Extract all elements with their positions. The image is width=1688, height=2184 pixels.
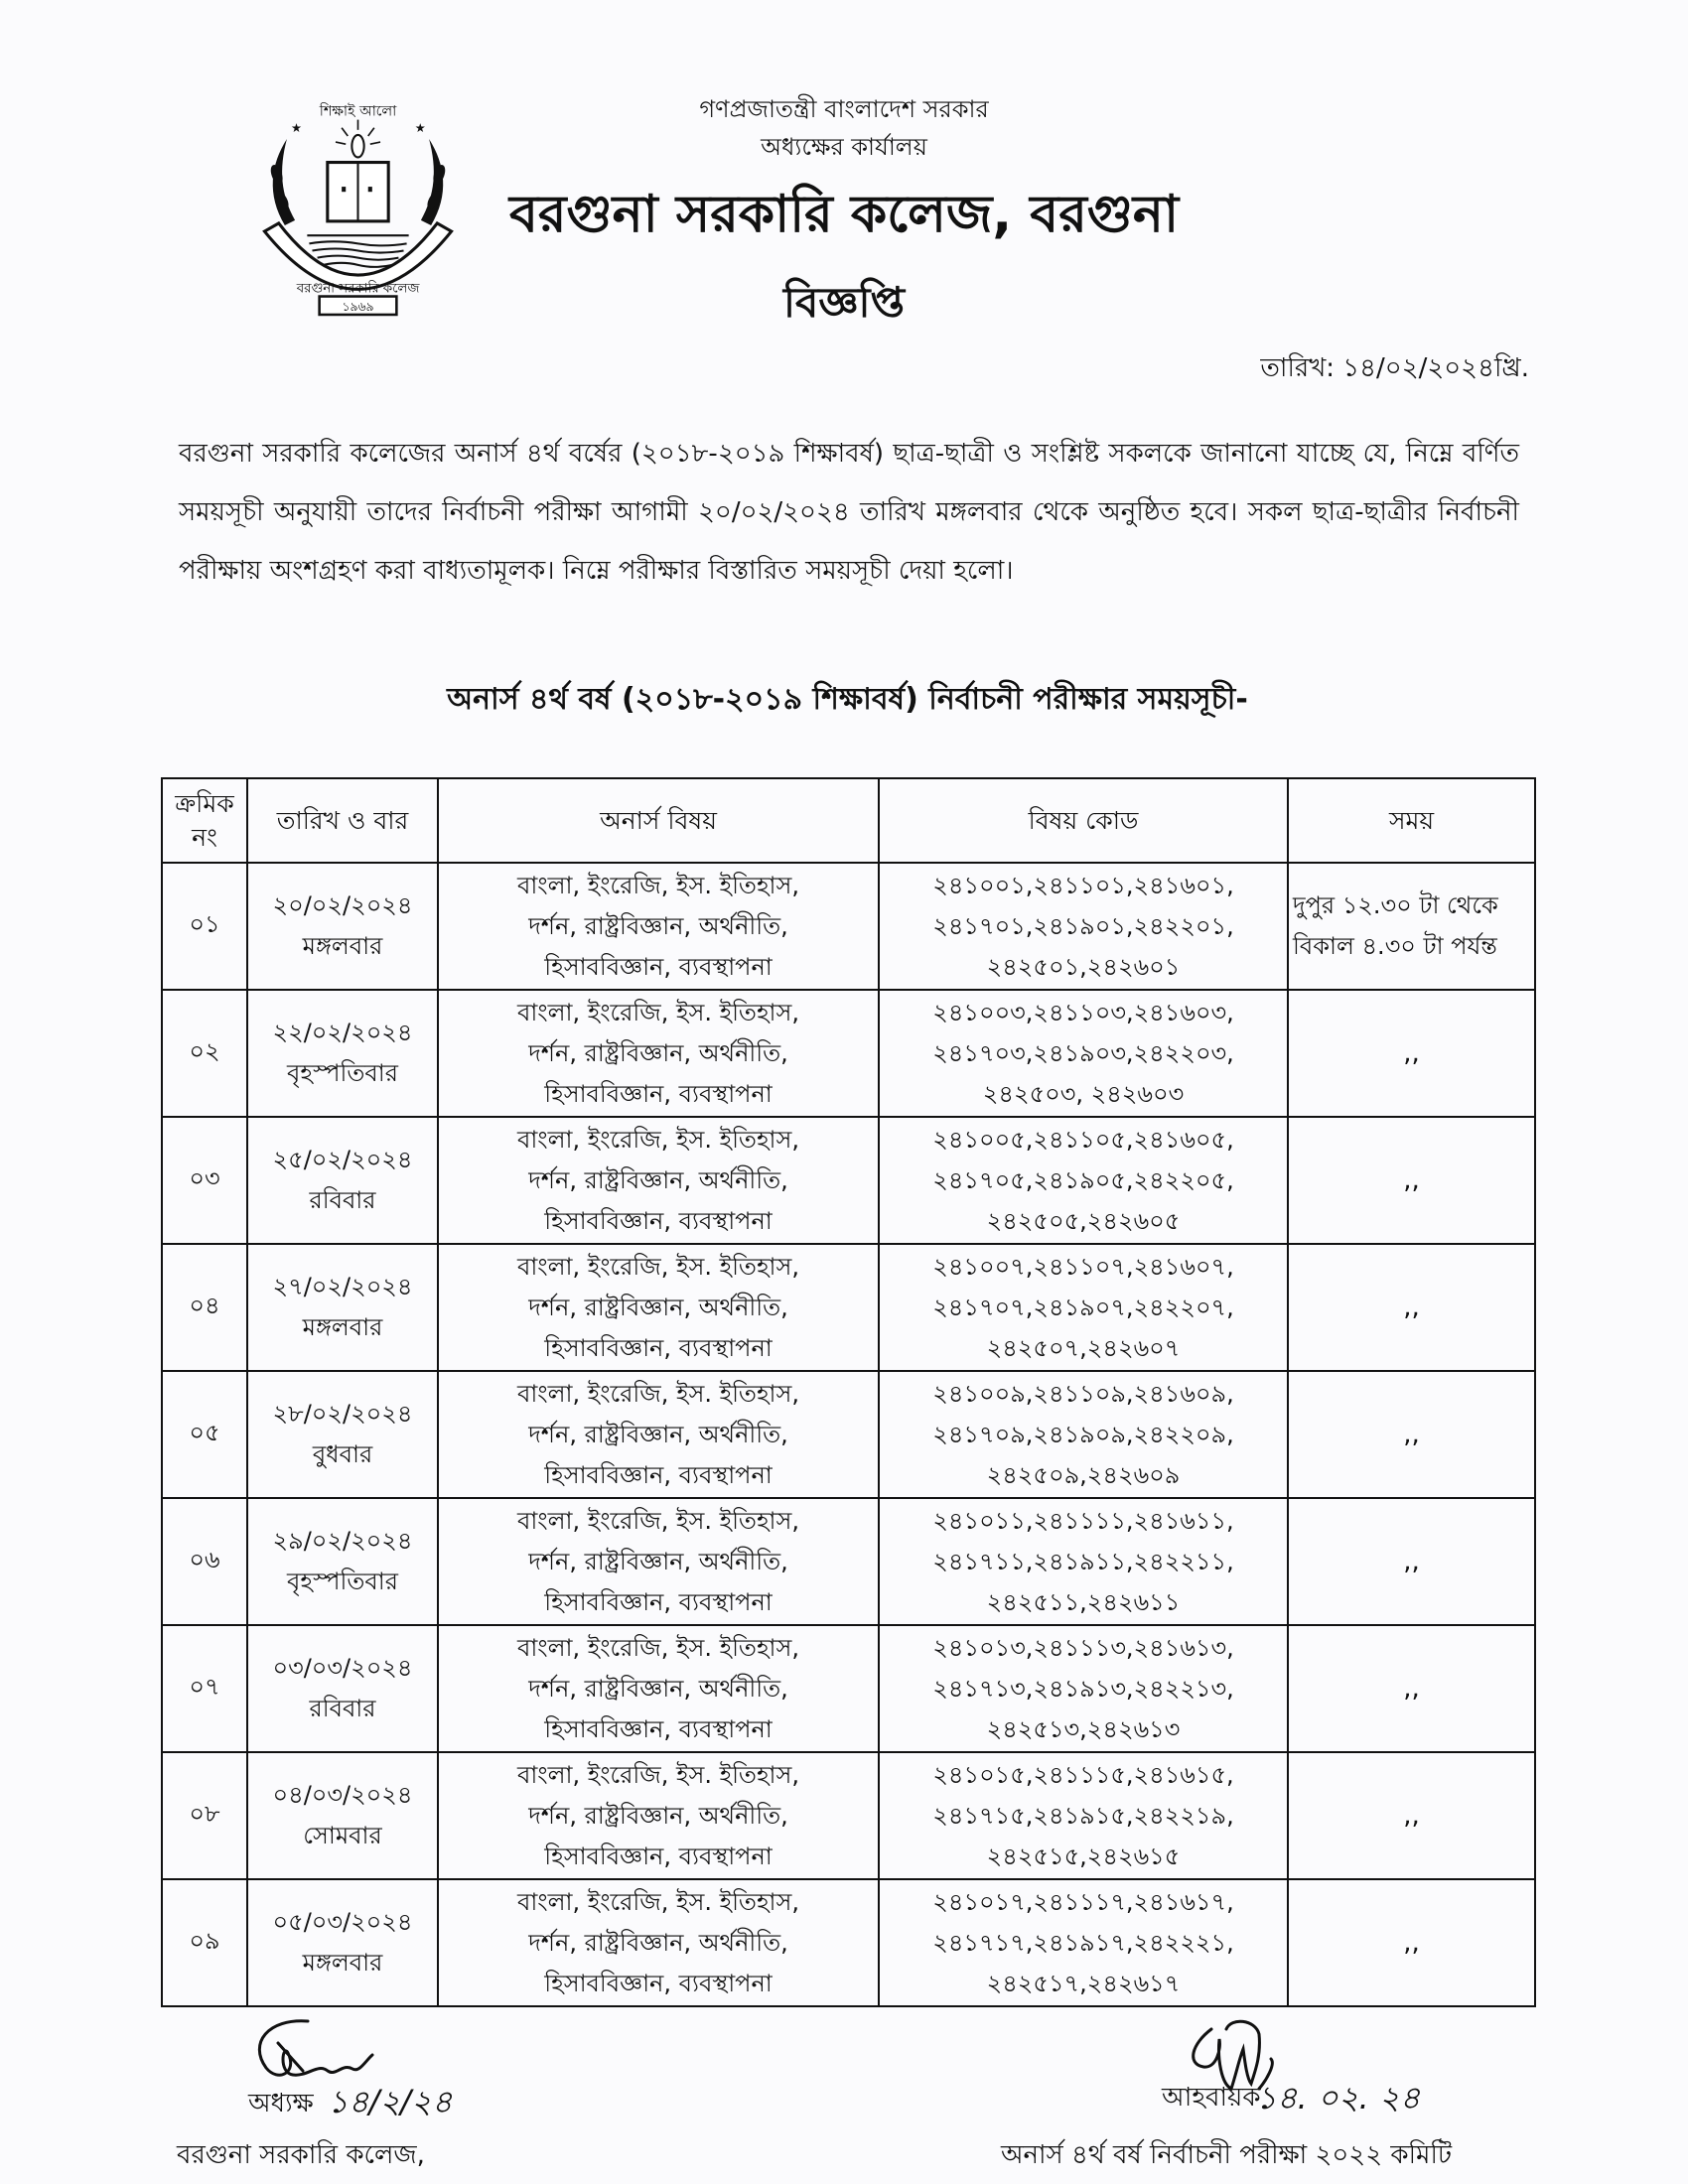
code-line: ২৪১০০৫,২৪১১০৫,২৪১৬০৫, (932, 1125, 1234, 1154)
time-cell-ditto: ,, (1288, 1879, 1535, 2006)
header-serial-line1: ক্রমিক (175, 788, 234, 818)
subject-line: দর্শন, রাষ্ট্রবিজ্ঞান, অর্থনীতি, (528, 1165, 788, 1194)
subject-line: হিসাববিজ্ঞান, ব্যবস্থাপনা (544, 1333, 773, 1362)
date-day-cell (247, 1371, 438, 1498)
serial-cell: ০৮ (162, 1752, 247, 1879)
header-serial-line2: নং (192, 822, 217, 852)
convener-sign-date: ১৪. ০২. ২৪ (1256, 2079, 1421, 2116)
date-day-cell (247, 1625, 438, 1752)
principal-organization: বরগুনা সরকারি কলেজ, (177, 2140, 425, 2170)
subject-line: দর্শন, রাষ্ট্রবিজ্ঞান, অর্থনীতি, (528, 1293, 788, 1321)
code-line: ২৪২৫০৫,২৪২৬০৫ (986, 1206, 1181, 1235)
subject-line: বাংলা, ইংরেজি, ইস. ইতিহাস, (516, 1887, 799, 1916)
exam-date: ২০/০২/২০২৪ (272, 891, 413, 919)
code-line: ২৪১০০৩,২৪১১০৩,২৪১৬০৩, (932, 998, 1234, 1026)
exam-date: ০৩/০৩/২০২৪ (272, 1654, 413, 1682)
time-end: বিকাল ৪.৩০ টা পর্যন্ত (1293, 932, 1497, 960)
code-line: ২৪২৫০৩, ২৪২৬০৩ (982, 1079, 1185, 1108)
notice-date: তারিখ: ১৪/০২/২০২৪খ্রি. (1260, 353, 1529, 383)
subject-line: হিসাববিজ্ঞান, ব্যবস্থাপনা (544, 1714, 773, 1743)
time-cell-ditto: ,, (1288, 1371, 1535, 1498)
time-cell-ditto: ,, (1288, 1498, 1535, 1625)
government-heading: গণপ্রজাতন্ত্রী বাংলাদেশ সরকার (699, 95, 989, 123)
code-line: ২৪২৫০৭,২৪২৬০৭ (986, 1333, 1181, 1362)
subject-line: দর্শন, রাষ্ট্রবিজ্ঞান, অর্থনীতি, (528, 1801, 788, 1830)
code-line: ২৪১০০৯,২৪১১০৯,২৪১৬০৯, (932, 1379, 1234, 1408)
date-day-cell (247, 1752, 438, 1879)
code-line: ২৪১৭১৭,২৪১৯১৭,২৪২২২১, (932, 1928, 1234, 1957)
serial-cell: ০৪ (162, 1244, 247, 1371)
convener-title: আহবায়ক (1162, 2083, 1261, 2113)
date-day-cell (247, 1498, 438, 1625)
logo-year: ১৯৬৯ (342, 299, 374, 314)
serial-cell: ০৫ (162, 1371, 247, 1498)
subjects-cell (438, 1244, 879, 1371)
logo-motto: শিক্ষাই আলো (319, 103, 397, 120)
subjects-cell (438, 863, 879, 990)
flame-icon (336, 120, 380, 158)
date-day-cell (247, 1117, 438, 1244)
principal-signature (248, 2013, 377, 2085)
table-body (162, 863, 1535, 2006)
codes-cell (879, 1625, 1288, 1752)
time-cell-ditto: ,, (1288, 1244, 1535, 1371)
notice-paragraph: বরগুনা সরকারি কলেজের অনার্স ৪র্থ বর্ষের (২০১৮-২০১৯ শিক্ষাবর্ষ) ছাত্র-ছাত্রী ও সংশ্লিষ্ট সকলকে জানানো যাচ্ছে যে, নিম্নে বর্ণিত সময়সূচী অনুযায়ী তাদের নির্বাচনী পরীক্ষা আগামী ২০/০২/২০২৪ তারিখ মঙ্গলবার থেকে অনুষ্ঠিত হবে। সকল ছাত্র-ছাত্রীর নির্বাচনী পরীক্ষায় অংশগ্রহণ করা বাধ্যতামূলক। নিম্নে পরীক্ষার বিস্তারিত সময়সূচী দেয়া হলো। (179, 439, 1519, 586)
subject-line: বাংলা, ইংরেজি, ইস. ইতিহাস, (516, 1760, 799, 1789)
header-date-day: তারিখ ও বার (247, 778, 438, 863)
principal-title: অধ্যক্ষ (248, 2089, 314, 2118)
codes-cell (879, 1752, 1288, 1879)
date-day-cell (247, 1879, 438, 2006)
time-cell-ditto: ,, (1288, 990, 1535, 1117)
exam-day: বৃহস্পতিবার (287, 1059, 398, 1087)
code-line: ২৪২৫১৫,২৪২৬১৫ (986, 1842, 1181, 1870)
code-line: ২৪১০১৩,২৪১১১৩,২৪১৬১৩, (932, 1633, 1234, 1662)
time-cell (1288, 863, 1535, 990)
notice-title: বিজ্ঞপ্তি (782, 278, 906, 327)
table-row (162, 1498, 1535, 1625)
subject-line: দর্শন, রাষ্ট্রবিজ্ঞান, অর্থনীতি, (528, 911, 788, 940)
code-line: ২৪১৭০৭,২৪১৯০৭,২৪২২০৭, (932, 1293, 1234, 1321)
code-line: ২৪১০১১,২৪১১১১,২৪১৬১১, (932, 1506, 1234, 1535)
code-line: ২৪১০১৫,২৪১১১৫,২৪১৬১৫, (932, 1760, 1234, 1789)
time-cell-ditto: ,, (1288, 1752, 1535, 1879)
book-icon (328, 163, 388, 221)
exam-day: রবিবার (309, 1695, 376, 1722)
codes-cell (879, 1879, 1288, 2006)
codes-cell (879, 990, 1288, 1117)
exam-date: ২২/০২/২০২৪ (272, 1019, 413, 1046)
table-header-row (162, 778, 1535, 863)
exam-date: ২৮/০২/২০২৪ (272, 1400, 413, 1428)
subject-line: দর্শন, রাষ্ট্রবিজ্ঞান, অর্থনীতি, (528, 1674, 788, 1703)
subject-line: বাংলা, ইংরেজি, ইস. ইতিহাস, (516, 871, 799, 899)
exam-day: সোমবার (303, 1822, 382, 1849)
code-line: ২৪২৫০৯,২৪২৬০৯ (986, 1460, 1181, 1489)
subject-line: বাংলা, ইংরেজি, ইস. ইতিহাস, (516, 1633, 799, 1662)
date-day-cell (247, 863, 438, 990)
exam-date: ২৯/০২/২০২৪ (272, 1527, 413, 1555)
subject-line: হিসাববিজ্ঞান, ব্যবস্থাপনা (544, 1842, 773, 1870)
date-day-cell (247, 1244, 438, 1371)
subject-line: হিসাববিজ্ঞান, ব্যবস্থাপনা (544, 1969, 773, 1997)
table-row (162, 1752, 1535, 1879)
code-line: ২৪১৭০৫,২৪১৯০৫,২৪২২০৫, (932, 1165, 1234, 1194)
subject-line: দর্শন, রাষ্ট্রবিজ্ঞান, অর্থনীতি, (528, 1547, 788, 1575)
subjects-cell (438, 1498, 879, 1625)
table-row (162, 1244, 1535, 1371)
header-subjects: অনার্স বিষয় (438, 778, 879, 863)
codes-cell (879, 1498, 1288, 1625)
table-row (162, 1117, 1535, 1244)
time-start: দুপুর ১২.৩০ টা থেকে (1293, 891, 1498, 919)
code-line: ২৪১৭০১,২৪১৯০১,২৪২২০১, (932, 911, 1234, 940)
serial-cell: ০৬ (162, 1498, 247, 1625)
subject-line: বাংলা, ইংরেজি, ইস. ইতিহাস, (516, 1125, 799, 1154)
table-row (162, 1625, 1535, 1752)
subjects-cell (438, 1625, 879, 1752)
office-heading: অধ্যক্ষের কার্যালয় (761, 133, 927, 161)
code-line: ২৪১০১৭,২৪১১১৭,২৪১৬১৭, (932, 1887, 1234, 1916)
subjects-cell (438, 1752, 879, 1879)
subject-line: বাংলা, ইংরেজি, ইস. ইতিহাস, (516, 998, 799, 1026)
code-line: ২৪১৭০৩,২৪১৯০৩,২৪২২০৩, (932, 1038, 1234, 1067)
subject-line: বাংলা, ইংরেজি, ইস. ইতিহাস, (516, 1379, 799, 1408)
exam-schedule-table (161, 777, 1536, 2007)
star-icon: ★ (414, 120, 426, 135)
code-line: ২৪১০০১,২৪১১০১,২৪১৬০১, (932, 871, 1234, 899)
subject-line: দর্শন, রাষ্ট্রবিজ্ঞান, অর্থনীতি, (528, 1420, 788, 1448)
code-line: ২৪১০০৭,২৪১১০৭,২৪১৬০৭, (932, 1252, 1234, 1281)
college-logo (256, 93, 460, 317)
college-name: বরগুনা সরকারি কলেজ, বরগুনা (508, 185, 1180, 244)
subject-line: হিসাববিজ্ঞান, ব্যবস্থাপনা (544, 1587, 773, 1616)
code-line: ২৪২৫১৭,২৪২৬১৭ (986, 1969, 1181, 1997)
code-line: ২৪২৫১৩,২৪২৬১৩ (986, 1714, 1181, 1743)
exam-date: ২৫/০২/২০২৪ (272, 1146, 413, 1173)
exam-day: মঙ্গলবার (302, 932, 383, 960)
subject-line: দর্শন, রাষ্ট্রবিজ্ঞান, অর্থনীতি, (528, 1038, 788, 1067)
subjects-cell (438, 1371, 879, 1498)
table-row (162, 1879, 1535, 2006)
table-row (162, 863, 1535, 990)
serial-cell: ০৭ (162, 1625, 247, 1752)
exam-day: মঙ্গলবার (302, 1949, 383, 1977)
principal-sign-date: ১৪/২/২৪ (328, 2083, 453, 2120)
exam-date: ২৭/০২/২০২৪ (272, 1273, 413, 1300)
convener-organization: অনার্স ৪র্থ বর্ষ নির্বাচনী পরীক্ষা ২০২২ কমিটি (1000, 2140, 1453, 2170)
codes-cell (879, 863, 1288, 990)
table-row (162, 990, 1535, 1117)
code-line: ২৪১৭০৯,২৪১৯০৯,২৪২২০৯, (932, 1420, 1234, 1448)
subject-line: হিসাববিজ্ঞান, ব্যবস্থাপনা (544, 1079, 773, 1108)
subject-line: হিসাববিজ্ঞান, ব্যবস্থাপনা (544, 1206, 773, 1235)
time-cell-ditto: ,, (1288, 1117, 1535, 1244)
code-line: ২৪১৭১১,২৪১৯১১,২৪২২১১, (932, 1547, 1234, 1575)
serial-cell: ০২ (162, 990, 247, 1117)
code-line: ২৪২৫০১,২৪২৬০১ (986, 952, 1181, 981)
code-line: ২৪১৭১৫,২৪১৯১৫,২৪২২১৯, (932, 1801, 1234, 1830)
table-row (162, 1371, 1535, 1498)
serial-cell: ০৩ (162, 1117, 247, 1244)
header-serial (162, 778, 247, 863)
exam-day: বৃহস্পতিবার (287, 1568, 398, 1595)
codes-cell (879, 1371, 1288, 1498)
exam-day: রবিবার (309, 1186, 376, 1214)
date-day-cell (247, 990, 438, 1117)
header-time: সময় (1288, 778, 1535, 863)
time-cell-ditto: ,, (1288, 1625, 1535, 1752)
subject-line: বাংলা, ইংরেজি, ইস. ইতিহাস, (516, 1252, 799, 1281)
serial-cell: ০৯ (162, 1879, 247, 2006)
codes-cell (879, 1244, 1288, 1371)
subject-line: হিসাববিজ্ঞান, ব্যবস্থাপনা (544, 1460, 773, 1489)
subject-line: বাংলা, ইংরেজি, ইস. ইতিহাস, (516, 1506, 799, 1535)
subject-line: হিসাববিজ্ঞান, ব্যবস্থাপনা (544, 952, 773, 981)
logo-ribbon (264, 223, 451, 289)
codes-cell (879, 1117, 1288, 1244)
subject-line: দর্শন, রাষ্ট্রবিজ্ঞান, অর্থনীতি, (528, 1928, 788, 1957)
code-line: ২৪২৫১১,২৪২৬১১ (986, 1587, 1181, 1616)
code-line: ২৪১৭১৩,২৪১৯১৩,২৪২২১৩, (932, 1674, 1234, 1703)
subjects-cell (438, 1117, 879, 1244)
exam-day: বুধবার (312, 1440, 373, 1468)
exam-date: ০৪/০৩/২০২৪ (272, 1781, 413, 1809)
subjects-cell (438, 990, 879, 1117)
exam-date: ০৫/০৩/২০২৪ (272, 1908, 413, 1936)
header-codes: বিষয় কোড (879, 778, 1288, 863)
water-waves-icon (307, 235, 408, 267)
serial-cell: ০১ (162, 863, 247, 990)
subjects-cell (438, 1879, 879, 2006)
star-icon: ★ (291, 120, 302, 135)
logo-name: বরগুনা সরকারি কলেজ (296, 281, 420, 297)
schedule-title: অনার্স ৪র্থ বর্ষ (২০১৮-২০১৯ শিক্ষাবর্ষ) নির্বাচনী পরীক্ষার সময়সূচী- (447, 682, 1248, 717)
exam-day: মঙ্গলবার (302, 1313, 383, 1341)
